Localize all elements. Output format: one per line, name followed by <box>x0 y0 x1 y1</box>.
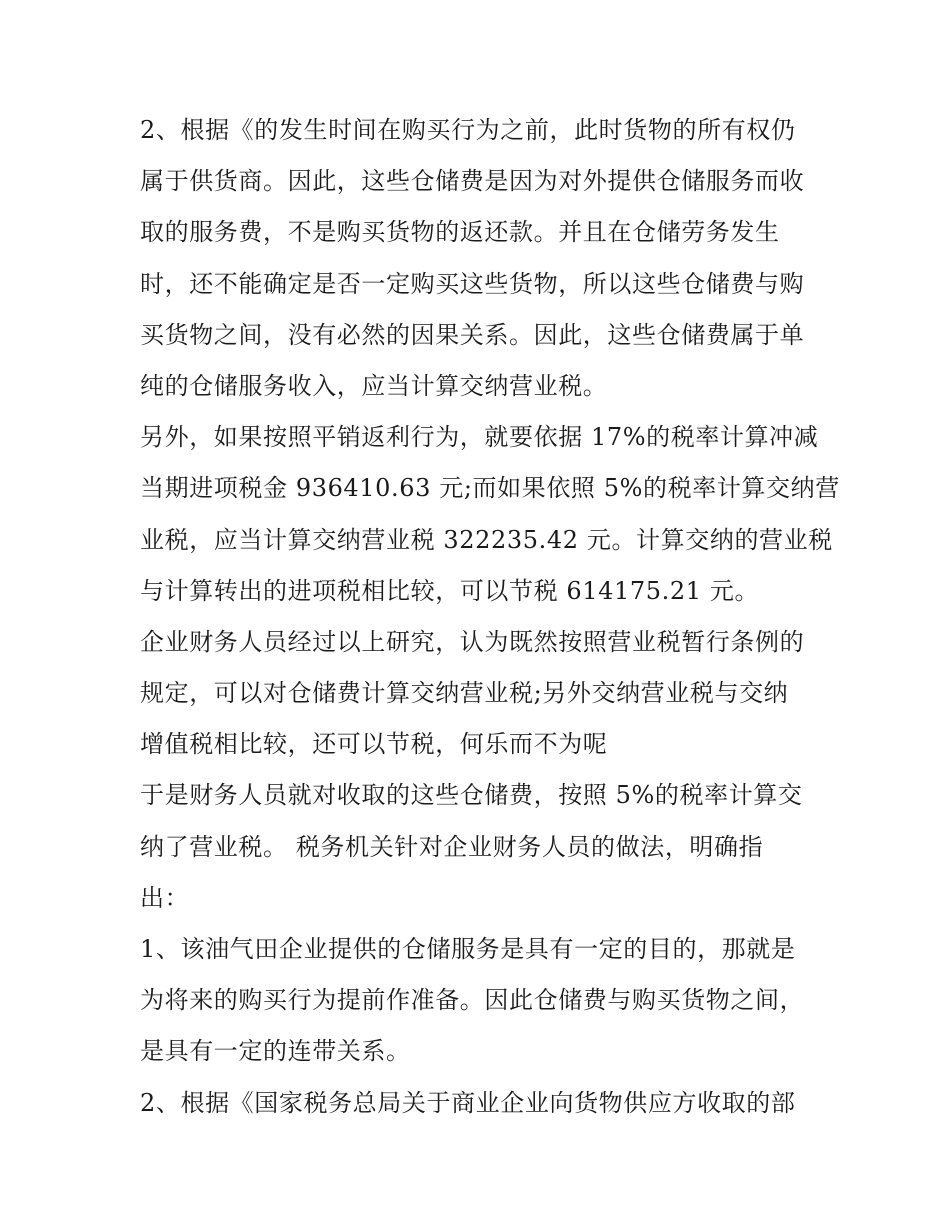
text-line-16: 出： <box>140 883 190 912</box>
text-line-14: 于是财务人员就对收取的这些仓储费，按照 5%的税率计算交 <box>140 781 803 810</box>
text-line-7: 另外，如果按照平销返利行为，就要依据 17%的税率计算冲减 <box>140 423 819 452</box>
text-line-9: 业税，应当计算交纳营业税 322235.42 元。计算交纳的营业税 <box>140 525 833 554</box>
text-line-12: 规定，可以对仓储费计算交纳营业税;另外交纳营业税与交纳 <box>140 679 789 708</box>
text-line-8: 当期进项税金 936410.63 元;而如果依照 5%的税率计算交纳营 <box>140 474 840 503</box>
text-line-4: 时，还不能确定是否一定购买这些货物，所以这些仓储费与购 <box>140 269 805 298</box>
text-line-10: 与计算转出的进项税相比较，可以节税 614175.21 元。 <box>140 576 760 605</box>
text-line-3: 取的服务费，不是购买货物的返还款。并且在仓储劳务发生 <box>140 218 780 247</box>
text-line-11: 企业财务人员经过以上研究，认为既然按照营业税暂行条例的 <box>140 627 805 656</box>
text-line-15: 纳了营业税。 税务机关针对企业财务人员的做法，明确指 <box>140 832 764 861</box>
text-line-20: 2、根据《国家税务总局关于商业企业向货物供应方收取的部 <box>140 1088 796 1117</box>
text-line-18: 为将来的购买行为提前作准备。因此仓储费与购买货物之间， <box>140 986 805 1015</box>
text-line-13: 增值税相比较，还可以节税，何乐而不为呢 <box>140 730 608 759</box>
document-body <box>140 105 840 1129</box>
text-line-2: 属于供货商。因此，这些仓储费是因为对外提供仓储服务而收 <box>140 167 805 196</box>
text-line-1: 2、根据《的发生时间在购买行为之前，此时货物的所有权仍 <box>140 116 796 144</box>
text-line-5: 买货物之间，没有必然的因果关系。因此，这些仓储费属于单 <box>140 320 805 349</box>
text-line-19: 是具有一定的连带关系。 <box>140 1037 411 1066</box>
text-line-17: 1、该油气田企业提供的仓储服务是具有一定的目的，那就是 <box>140 935 796 963</box>
text-line-6: 纯的仓储服务收入，应当计算交纳营业税。 <box>140 371 608 400</box>
